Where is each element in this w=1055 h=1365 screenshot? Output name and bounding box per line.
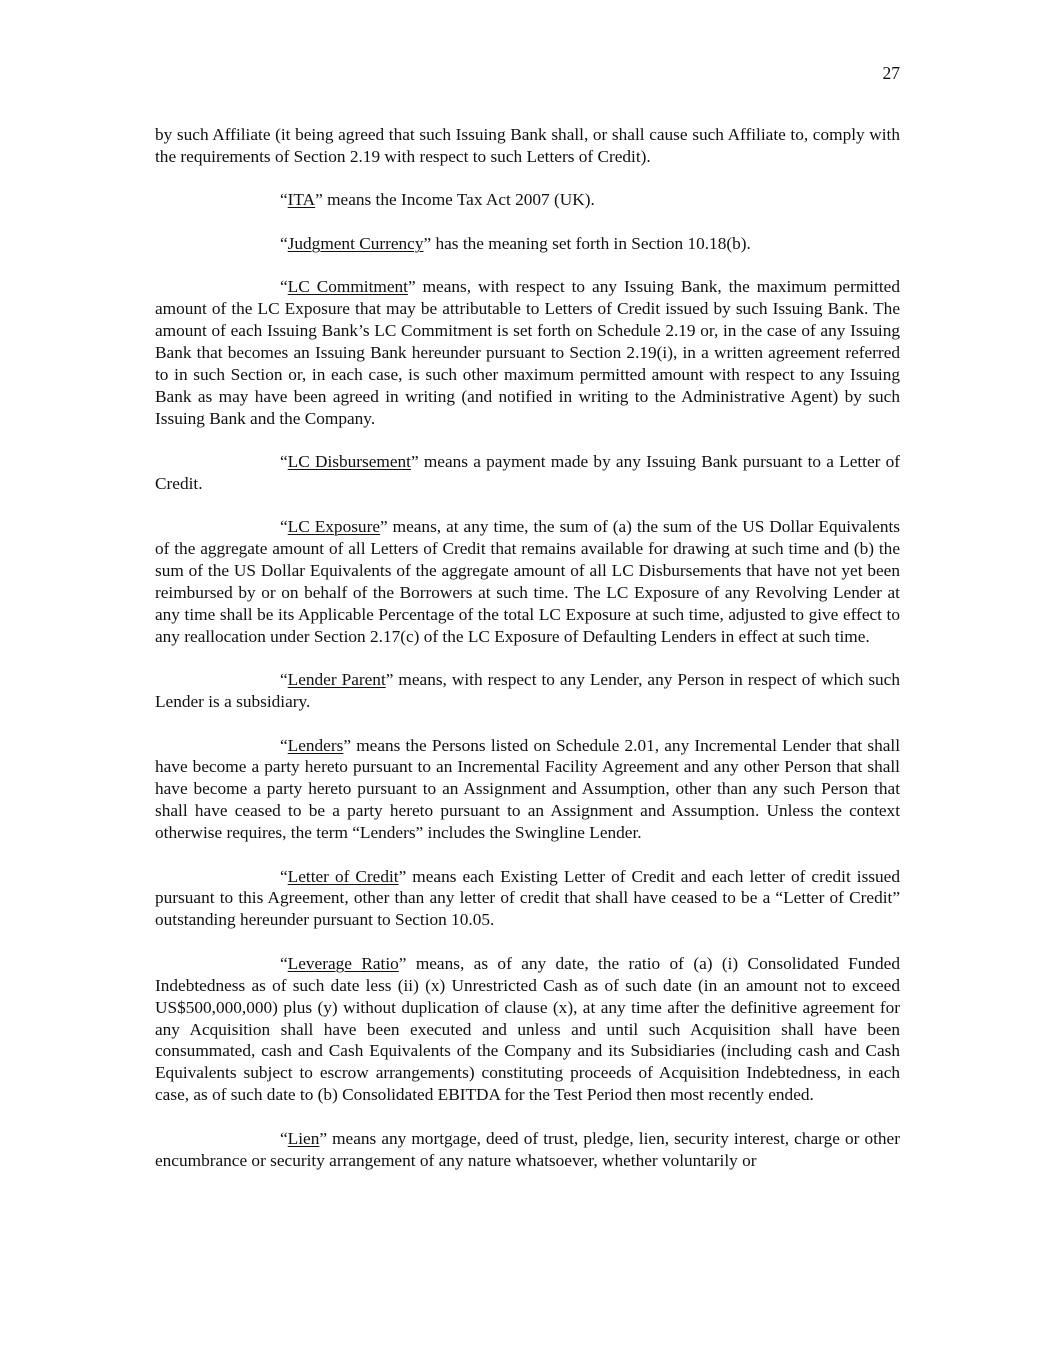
definition-lc-commitment: “LC Commitment” means, with respect to any Issuing Bank, the maximum permitted amount of the LC Exposure that may be attributable to Letters of Credit issued by such Issuing Bank. The amount of each Issuing Bank’s LC Commitment is set forth on Schedule 2.19 or, in the case of any Issuing Bank that becomes an Issuing Bank hereunder pursuant to Section 2.19(i), in a written agreement referred to in such Section or, in each case, is such other maximum permitted amount with respect to any Issuing Bank as may have been agreed in writing (and notified in writing to the Administrative Agent) by such Issuing Bank and the Company. [155, 277, 900, 428]
defined-term: Lien [287, 1128, 320, 1148]
definition-text: ” means, at any time, the sum of (a) the sum of the US Dollar Equivalents of the aggregate amount of all Letters of Credit that remains available for drawing at such time and (b) the sum of the US Dollar Equivalents of the aggregate amount of all LC Disbursements that have not yet been reimbursed by or on behalf of the Borrowers at such time. The LC Exposure of any Revolving Lender at any time shall be its Applicable Percentage of the total LC Exposure at such time, adjusted to give effect to any reallocation under Section 2.17(c) of the LC Exposure of Defaulting Lenders in effect at such time. [155, 517, 900, 646]
defined-term: LC Disbursement [287, 451, 411, 471]
definition-ita: “ITA” means the Income Tax Act 2007 (UK). [280, 190, 595, 210]
definition-letter-of-credit: “Letter of Credit” means each Existing Letter of Credit and each letter of credit issued pursuant to this Agreement, other than any letter of credit that shall have ceased to be a “Letter of Credit” outstanding hereunder pursuant to Section 10.05. [155, 866, 900, 930]
defined-term: Leverage Ratio [287, 953, 399, 973]
page-number: 27 [882, 63, 900, 83]
paragraph-continuation [155, 124, 900, 168]
definition-text: ” means each Existing Letter of Credit and each letter of credit issued pursuant to this Agreement, other than any letter of credit that shall have ceased to be a “Letter of Credit” outstanding hereunder pursuant to Section 10.05. [155, 866, 900, 930]
defined-term: Lenders [287, 735, 344, 755]
definition-judgment-currency: “Judgment Currency” has the meaning set forth in Section 10.18(b). [280, 233, 751, 253]
defined-term: ITA [287, 190, 316, 210]
defined-term: Judgment Currency [287, 233, 424, 253]
definition-text: ” means, as of any date, the ratio of (a) (i) Consolidated Funded Indebtedness as of such date less (ii) (x) Unrestricted Cash as of such date (in an amount not to exceed US$500,000,000) plus (y) without duplication of clause (x), at any time after the definitive agreement for any Acquisition shall have been executed and unless and until such Acquisition shall have been consummated, cash and Cash Equivalents of the Company and its Subsidiaries (including cash and Cash Equivalents subject to escrow arrangements) constituting proceeds of Acquisition Indebtedness, in each case, as of such date to (b) Consolidated EBITDA for the Test Period then most recently ended. [155, 953, 900, 1105]
document-body [155, 124, 900, 1193]
defined-term: LC Exposure [287, 517, 380, 537]
definition-text: ” means, with respect to any Lender, any Person in respect of which such Lender is a subsidiary. [155, 670, 900, 712]
definition-text: ” means the Persons listed on Schedule 2.01, any Incremental Lender that shall have become a party hereto pursuant to an Incremental Facility Agreement and any other Person that shall have become a party hereto pursuant to an Assignment and Assumption, other than any such Person that shall have ceased to be a party hereto pursuant to an Assignment and Assumption. Unless the context otherwise requires, the term “Lenders” includes the Swingline Lender. [155, 735, 900, 843]
definition-lc-disbursement: “LC Disbursement” means a payment made by any Issuing Bank pursuant to a Letter of Credit. [155, 451, 900, 493]
definition-lenders: “Lenders” means the Persons listed on Schedule 2.01, any Incremental Lender that shall have become a party hereto pursuant to an Incremental Facility Agreement and any other Person that shall have become a party hereto pursuant to an Assignment and Assumption, other than any such Person that shall have ceased to be a party hereto pursuant to an Assignment and Assumption. Unless the context otherwise requires, the term “Lenders” includes the Swingline Lender. [155, 735, 900, 843]
paragraph-text: by such Affiliate (it being agreed that such Issuing Bank shall, or shall cause such Affiliate to, comply with the requirements of Section 2.19 with respect to such Letters of Credit). [155, 125, 900, 166]
definition-lc-exposure: “LC Exposure” means, at any time, the sum of (a) the sum of the US Dollar Equivalents of the aggregate amount of all Letters of Credit that remains available for drawing at such time and (b) the sum of the US Dollar Equivalents of the aggregate amount of all LC Disbursements that have not yet been reimbursed by or on behalf of the Borrowers at such time. The LC Exposure of any Revolving Lender at any time shall be its Applicable Percentage of the total LC Exposure at such time, adjusted to give effect to any reallocation under Section 2.17(c) of the LC Exposure of Defaulting Lenders in effect at such time. [155, 517, 900, 646]
definition-text: ” has the meaning set forth in Section 10.18(b). [423, 233, 751, 253]
definition-lien: “Lien” means any mortgage, deed of trust, pledge, lien, security interest, charge or other encumbrance or security arrangement of any nature whatsoever, whether voluntarily or [155, 1128, 900, 1170]
defined-term: Lender Parent [287, 670, 386, 690]
definition-text: ” means the Income Tax Act 2007 (UK). [315, 190, 595, 210]
definition-lender-parent: “Lender Parent” means, with respect to any Lender, any Person in respect of which such Lender is a subsidiary. [155, 670, 900, 712]
defined-term: LC Commitment [287, 277, 408, 297]
definition-text: ” means any mortgage, deed of trust, pledge, lien, security interest, charge or other encumbrance or security arrangement of any nature whatsoever, whether voluntarily or [155, 1128, 900, 1170]
defined-term: Letter of Credit [287, 866, 399, 886]
definition-leverage-ratio: “Leverage Ratio” means, as of any date, the ratio of (a) (i) Consolidated Funded Indebtedness as of such date less (ii) (x) Unrestricted Cash as of such date (in an amount not to exceed US$500,000,000) plus (y) without duplication of clause (x), at any time after the definitive agreement for any Acquisition shall have been executed and unless and until such Acquisition shall have been consummated, cash and Cash Equivalents of the Company and its Subsidiaries (including cash and Cash Equivalents subject to escrow arrangements) constituting proceeds of Acquisition Indebtedness, in each case, as of such date to (b) Consolidated EBITDA for the Test Period then most recently ended. [155, 953, 900, 1105]
definition-text: ” means, with respect to any Issuing Bank, the maximum permitted amount of the LC Exposure that may be attributable to Letters of Credit issued by such Issuing Bank. The amount of each Issuing Bank’s LC Commitment is set forth on Schedule 2.19 or, in the case of any Issuing Bank that becomes an Issuing Bank hereunder pursuant to Section 2.19(i), in a written agreement referred to in such Section or, in each case, is such other maximum permitted amount with respect to any Issuing Bank as may have been agreed in writing (and notified in writing to the Administrative Agent) by such Issuing Bank and the Company. [155, 277, 900, 428]
definition-text: ” means a payment made by any Issuing Bank pursuant to a Letter of Credit. [155, 451, 900, 493]
